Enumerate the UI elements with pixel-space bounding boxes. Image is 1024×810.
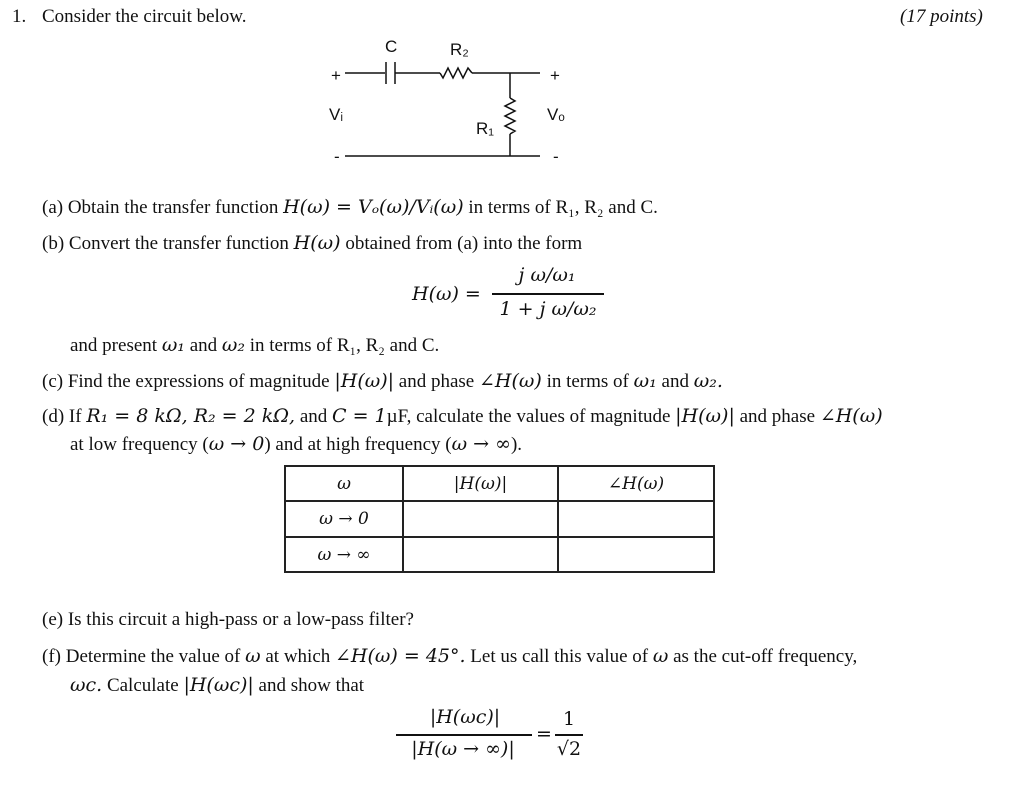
result-bar [555, 734, 583, 736]
answer-table [284, 465, 715, 573]
question-text: Consider the circuit below. [42, 6, 247, 27]
part-f-continued: ωc. Calculate |H(ωc)| and show that [70, 674, 365, 696]
label-r1: R₁ [476, 119, 495, 138]
part-c: (c) Find the expressions of magnitude |H(ω)| and phase ∠H(ω) in terms of ω₁ and ω₂. [42, 370, 723, 392]
part-f: (f) Determine the value of ω at which ∠H(ω) = 45°. Let us call this value of ω as the cut-off frequency, [42, 645, 858, 667]
ratio-equals: = [536, 723, 552, 745]
table-cell-phase[interactable] [558, 501, 714, 537]
table-row [285, 537, 714, 572]
result-numerator: 1 [562, 708, 576, 730]
label-vi: Vᵢ [329, 105, 344, 124]
table-cell-omega: ω → ∞ [285, 537, 403, 572]
result-denominator: √2 [556, 738, 582, 760]
table-row [285, 501, 714, 537]
part-d: (d) If R₁ = 8 kΩ, R₂ = 2 kΩ, and C = 1µF, calculate the values of magnitude |H(ω)| and phase ∠H(ω) [42, 405, 883, 427]
equation-denominator: 1 + j ω/ω₂ [499, 298, 597, 320]
part-e: (e) Is this circuit a high-pass or a low-pass filter? [42, 609, 414, 630]
part-a: (a) Obtain the transfer function H(ω) = Vₒ(ω)/Vᵢ(ω) in terms of R₁, R₂ and C. [42, 196, 658, 218]
ratio-denominator: |H(ω → ∞)| [411, 738, 515, 760]
table-header-magnitude: |H(ω)| [403, 466, 558, 501]
table-cell-omega: ω → 0 [285, 501, 403, 537]
table-cell-phase[interactable] [558, 537, 714, 572]
label-c: C [385, 37, 398, 56]
circuit-diagram [0, 0, 1024, 180]
table-header-phase: ∠H(ω) [558, 466, 714, 501]
equation-lhs: H(ω) = [412, 283, 481, 305]
table-cell-magnitude[interactable] [403, 537, 558, 572]
label-vo: Vₒ [547, 105, 565, 124]
plus-left: + [331, 66, 341, 85]
table-cell-magnitude[interactable] [403, 501, 558, 537]
part-b: (b) Convert the transfer function H(ω) obtained from (a) into the form [42, 232, 583, 254]
equation-numerator: j ω/ω₁ [518, 264, 576, 286]
points-label: (17 points) [900, 6, 983, 27]
ratio-bar [396, 734, 532, 736]
transfer-function: H(ω) = Vₒ(ω)/Vᵢ(ω) [283, 196, 464, 218]
resistor-r2 [440, 68, 472, 78]
minus-left: - [334, 147, 340, 166]
ratio-numerator: |H(ωc)| [429, 706, 501, 728]
label-r2: R₂ [450, 40, 469, 59]
plus-right: + [550, 66, 560, 85]
part-b-continued: and present ω₁ and ω₂ in terms of R₁, R₂ and C. [70, 334, 440, 356]
question-number: 1. [12, 6, 27, 27]
minus-right: - [553, 147, 559, 166]
table-header-omega: ω [285, 466, 403, 501]
fraction-bar [492, 293, 604, 295]
resistor-r1 [505, 98, 515, 134]
part-d-continued: at low frequency (ω → 0) and at high frequency (ω → ∞). [70, 433, 523, 455]
